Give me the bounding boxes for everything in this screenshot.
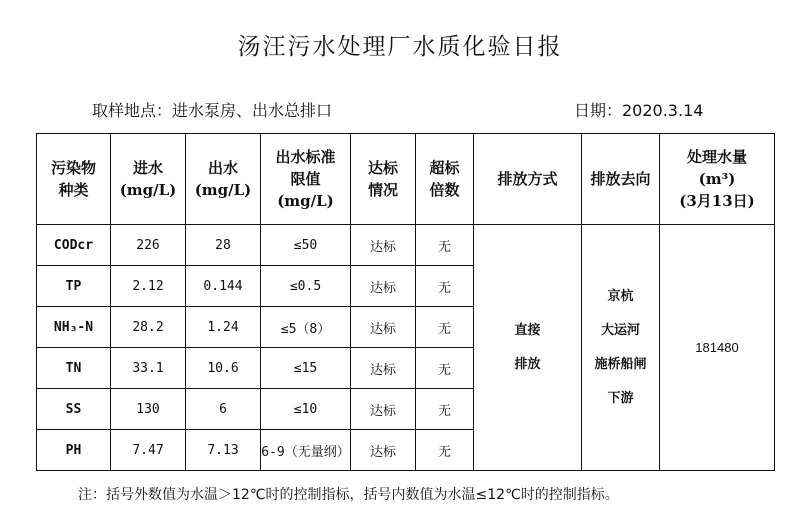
status-cell: 达标 [351, 225, 416, 266]
header-compliance-line2: 情况 [367, 181, 398, 199]
standard-cell: ≤10 [261, 389, 351, 430]
standard-cell: ≤50 [261, 225, 351, 266]
standard-cell: 6-9（无量纲） [261, 430, 351, 471]
influent-cell: 7.47 [111, 430, 186, 471]
discharge-destination-line2: 大运河 [600, 322, 640, 338]
status-cell: 达标 [351, 430, 416, 471]
header-standard-line2: 限值 [290, 170, 321, 188]
treated-volume-cell: 181480 [660, 225, 775, 471]
discharge-destination-cell [582, 225, 660, 471]
effluent-cell: 1.24 [186, 307, 261, 348]
exceed-cell: 无 [416, 266, 474, 307]
pollutant-cell: PH [37, 430, 111, 471]
influent-cell: 2.12 [111, 266, 186, 307]
influent-cell: 130 [111, 389, 186, 430]
header-standard-line1: 出水标准 [275, 148, 336, 166]
header-influent [111, 134, 186, 225]
pollutant-cell: SS [37, 389, 111, 430]
header-volume [660, 134, 775, 225]
effluent-cell: 28 [186, 225, 261, 266]
status-cell: 达标 [351, 389, 416, 430]
discharge-destination-line1: 京杭 [607, 288, 634, 304]
exceed-cell: 无 [416, 389, 474, 430]
header-standard [261, 134, 351, 225]
header-volume-line2: (m³) [698, 170, 736, 188]
discharge-method-line1: 直接 [514, 322, 541, 338]
report-title: 汤汪污水处理厂水质化验日报 [237, 34, 563, 60]
discharge-destination-line3: 施桥船闸 [594, 356, 647, 372]
sampling-location: 取样地点：进水泵房、出水总排口 [92, 101, 333, 120]
status-cell: 达标 [351, 348, 416, 389]
standard-cell: ≤15 [261, 348, 351, 389]
header-influent-line2: (mg/L) [119, 181, 177, 199]
pollutant-cell: TN [37, 348, 111, 389]
header-volume-line3: (3月13日) [679, 192, 755, 210]
exceed-cell: 无 [416, 430, 474, 471]
pollutant-cell: TP [37, 266, 111, 307]
influent-cell: 226 [111, 225, 186, 266]
water-quality-table [36, 133, 775, 471]
effluent-cell: 0.144 [186, 266, 261, 307]
exceed-cell: 无 [416, 348, 474, 389]
header-pollutant [37, 134, 111, 225]
influent-cell: 33.1 [111, 348, 186, 389]
header-pollutant-line1: 污染物 [50, 159, 96, 177]
header-standard-line3: (mg/L) [277, 192, 334, 210]
standard-cell: ≤0.5 [261, 266, 351, 307]
header-compliance [351, 134, 416, 225]
discharge-method-cell [474, 225, 582, 471]
status-cell: 达标 [351, 307, 416, 348]
header-influent-line1: 进水 [132, 159, 163, 177]
discharge-method-line2: 排放 [514, 356, 541, 372]
header-pollutant-line2: 种类 [58, 181, 89, 199]
header-exceed-line2: 倍数 [429, 181, 460, 199]
exceed-cell: 无 [416, 307, 474, 348]
standard-cell: ≤5（8） [261, 307, 351, 348]
pollutant-cell: CODcr [37, 225, 111, 266]
pollutant-cell: NH₃-N [37, 307, 111, 348]
table-row [37, 225, 775, 266]
header-compliance-line1: 达标 [367, 159, 398, 177]
header-discharge-method: 排放方式 [474, 134, 582, 225]
header-row [37, 134, 775, 225]
effluent-cell: 7.13 [186, 430, 261, 471]
header-effluent [186, 134, 261, 225]
influent-cell: 28.2 [111, 307, 186, 348]
header-volume-line1: 处理水量 [686, 148, 747, 166]
report-date: 日期：2020.3.14 [574, 101, 704, 120]
header-effluent-line2: (mg/L) [194, 181, 252, 199]
header-discharge-destination: 排放去向 [582, 134, 660, 225]
header-effluent-line1: 出水 [207, 159, 238, 177]
header-exceed-line1: 超标 [429, 159, 460, 177]
footnote: 注：括号外数值为水温＞12℃时的控制指标，括号内数值为水温≤12℃时的控制指标。 [78, 487, 619, 503]
status-cell: 达标 [351, 266, 416, 307]
effluent-cell: 10.6 [186, 348, 261, 389]
header-exceed [416, 134, 474, 225]
effluent-cell: 6 [186, 389, 261, 430]
exceed-cell: 无 [416, 225, 474, 266]
discharge-destination-line4: 下游 [607, 390, 634, 406]
